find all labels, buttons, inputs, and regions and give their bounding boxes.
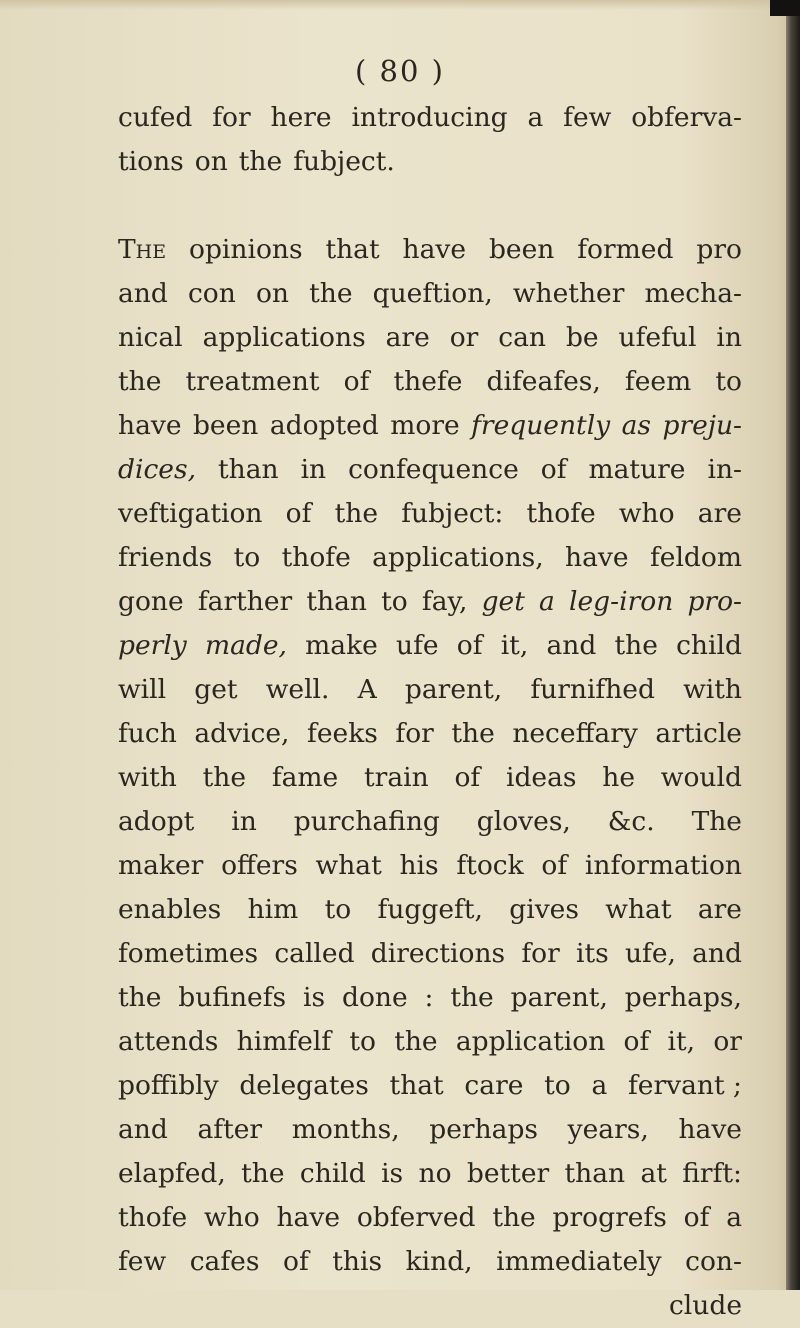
word: to	[381, 586, 408, 617]
word: in	[300, 454, 327, 485]
word: ftock	[456, 850, 524, 881]
text-line	[118, 536, 742, 580]
word: dices,	[118, 454, 196, 485]
text-line	[118, 888, 742, 932]
word: article	[655, 718, 742, 749]
word: for	[395, 718, 434, 749]
word: get	[481, 586, 525, 617]
word: delegates	[239, 1070, 369, 1101]
word: be	[565, 322, 599, 353]
word: are	[385, 322, 430, 353]
word: thofe	[281, 542, 351, 573]
word: nical	[118, 322, 183, 353]
word: the	[450, 982, 494, 1013]
word: of	[623, 1026, 650, 1057]
word: of	[683, 1202, 710, 1233]
word: for	[212, 102, 251, 133]
word: the	[334, 498, 379, 529]
word: is	[381, 1158, 404, 1189]
word: been	[488, 234, 555, 265]
word: that	[325, 234, 380, 265]
word: thofe	[118, 1202, 188, 1233]
word: its	[576, 938, 609, 969]
text-line	[118, 624, 742, 668]
word: ufeful	[618, 322, 697, 353]
word: clude	[668, 1290, 742, 1321]
word: &c.	[607, 806, 655, 837]
word: or	[449, 322, 479, 353]
word: ideas	[505, 762, 577, 793]
text-line	[118, 932, 742, 976]
word: months,	[291, 1114, 400, 1145]
word: ufe,	[624, 938, 676, 969]
word: the	[202, 762, 247, 793]
word: the	[451, 718, 495, 749]
text-line	[118, 1284, 742, 1328]
text-line	[118, 228, 742, 272]
word: years,	[567, 1114, 649, 1145]
word: on	[255, 278, 289, 309]
word: that	[389, 1070, 444, 1101]
word: are	[697, 894, 742, 925]
word: of	[285, 498, 312, 529]
page-number: ( 80 )	[355, 54, 445, 88]
word: queftion,	[372, 278, 493, 309]
word: poffibly	[118, 1070, 219, 1101]
word: :	[424, 982, 434, 1013]
word: progrefs	[552, 1202, 667, 1233]
word: firft:	[682, 1158, 742, 1189]
word: con-	[685, 1246, 742, 1277]
word: than	[306, 586, 367, 617]
word: here	[270, 102, 332, 133]
word: gone	[118, 586, 184, 617]
word: no	[418, 1158, 452, 1189]
word: applications	[202, 322, 366, 353]
paragraph-gap	[118, 184, 742, 228]
word: of	[454, 762, 481, 793]
word: parent,	[510, 982, 608, 1013]
word: the	[394, 1026, 438, 1057]
word: feem	[624, 366, 692, 397]
word: The	[691, 806, 742, 837]
word: the	[309, 278, 353, 309]
word: himfelf	[236, 1026, 332, 1057]
word: child	[676, 630, 742, 661]
word: enables	[118, 894, 222, 925]
word: elapfed,	[118, 1158, 226, 1189]
word: in-	[707, 454, 742, 485]
word: bufinefs	[178, 982, 287, 1013]
word: neceffary	[512, 718, 638, 749]
word: the	[118, 982, 162, 1013]
word: adopt	[118, 806, 195, 837]
word: gloves,	[476, 806, 571, 837]
word: adopted	[269, 410, 379, 441]
word: him	[247, 894, 299, 925]
word: pro-	[687, 586, 742, 617]
word: or	[713, 1026, 742, 1057]
word: this	[332, 1246, 383, 1277]
word: to	[349, 1026, 376, 1057]
word: formed	[577, 234, 674, 265]
word: is	[303, 982, 326, 1013]
word: on	[194, 146, 228, 177]
word: application	[455, 1026, 606, 1057]
word: would	[660, 762, 742, 793]
word: it,	[500, 630, 529, 661]
word: of	[540, 454, 567, 485]
word: of	[282, 1246, 309, 1277]
word: applications,	[372, 542, 544, 573]
text-line	[118, 1064, 742, 1108]
word: whether	[512, 278, 625, 309]
word: what	[605, 894, 672, 925]
text-line	[118, 976, 742, 1020]
word: feeks	[307, 718, 378, 749]
word: and	[692, 938, 742, 969]
word: well.	[265, 674, 330, 705]
word: have	[118, 410, 182, 441]
word: care	[464, 1070, 524, 1101]
word: perly	[118, 630, 187, 661]
word: his	[399, 850, 439, 881]
word: purchafing	[293, 806, 440, 837]
text-line	[118, 360, 742, 404]
word: cafes	[189, 1246, 260, 1277]
word: can	[498, 322, 546, 353]
word: fervant ;	[627, 1070, 742, 1101]
word: done	[341, 982, 408, 1013]
word: who	[618, 498, 675, 529]
text-line	[118, 140, 742, 184]
word: confequence	[348, 454, 519, 485]
word: in	[716, 322, 742, 353]
text-line	[118, 1020, 742, 1064]
word: the	[241, 1158, 285, 1189]
word: con	[187, 278, 236, 309]
word: pro	[696, 234, 742, 265]
word: opinions	[189, 234, 303, 265]
word: leg-iron	[569, 586, 674, 617]
word: in	[231, 806, 257, 837]
word: get	[194, 674, 238, 705]
word: tions	[118, 146, 184, 177]
word: are	[697, 498, 742, 529]
word: been	[192, 410, 259, 441]
word: have	[402, 234, 467, 265]
word: with	[683, 674, 742, 705]
word: have	[678, 1114, 742, 1145]
word: feldom	[649, 542, 742, 573]
text-line	[118, 800, 742, 844]
word: cufed	[118, 102, 193, 133]
word: mecha-	[644, 278, 742, 309]
word: the	[492, 1202, 536, 1233]
word: to	[544, 1070, 571, 1101]
word: few	[563, 102, 612, 133]
text-line	[118, 844, 742, 888]
word: to	[324, 894, 352, 925]
text-line	[118, 492, 742, 536]
word: fay,	[421, 586, 468, 617]
word: perhaps	[429, 1114, 539, 1145]
word: fuggeft,	[377, 894, 483, 925]
word: than	[564, 1158, 626, 1189]
word: introducing	[351, 102, 508, 133]
word: perhaps,	[624, 982, 742, 1013]
text-line	[118, 448, 742, 492]
word: obferva-	[631, 102, 742, 133]
word: a	[591, 1070, 608, 1101]
word: than	[217, 454, 279, 485]
word: thofe	[526, 498, 596, 529]
word: difeafes,	[486, 366, 601, 397]
word: a	[527, 102, 544, 133]
word: of	[456, 630, 483, 661]
word: have	[276, 1202, 341, 1233]
text-line	[118, 580, 742, 624]
word: frequently	[471, 410, 611, 441]
word: attends	[118, 1026, 219, 1057]
word: more	[390, 410, 460, 441]
word: preju-	[662, 410, 742, 441]
word: and	[546, 630, 597, 661]
word: with	[118, 762, 177, 793]
word: friends	[118, 542, 213, 573]
text-line	[118, 96, 742, 140]
word: fometimes	[118, 938, 259, 969]
word: the	[118, 366, 162, 397]
word: of	[541, 850, 568, 881]
word: fame	[271, 762, 339, 793]
word: child	[299, 1158, 366, 1189]
word: for	[521, 938, 560, 969]
page-corner-shadow	[770, 0, 800, 16]
word: gives	[509, 894, 579, 925]
word: immediately	[496, 1246, 662, 1277]
word: fubject.	[293, 146, 395, 177]
word: have	[565, 542, 629, 573]
word: veftigation	[118, 498, 263, 529]
word: at	[640, 1158, 667, 1189]
word: he	[602, 762, 636, 793]
word: called	[274, 938, 355, 969]
word: a	[539, 586, 555, 617]
text-line	[118, 1240, 742, 1284]
word: of	[343, 366, 370, 397]
text-line	[118, 1152, 742, 1196]
word: kind,	[405, 1246, 473, 1277]
word: A	[357, 674, 377, 705]
text-line	[118, 1108, 742, 1152]
text-line	[118, 712, 742, 756]
word: it,	[667, 1026, 696, 1057]
page-top-edge	[0, 0, 800, 10]
word: will	[118, 674, 167, 705]
word: after	[197, 1114, 263, 1145]
word: better	[466, 1158, 550, 1189]
word: offers	[221, 850, 298, 881]
word: to	[715, 366, 742, 397]
word: and	[118, 1114, 168, 1145]
word: few	[118, 1246, 167, 1277]
word: train	[364, 762, 429, 793]
word: to	[233, 542, 261, 573]
word: and	[118, 278, 168, 309]
text-line	[118, 756, 742, 800]
word: The	[118, 234, 167, 265]
text-line	[118, 272, 742, 316]
word: the	[614, 630, 658, 661]
word: as	[621, 410, 651, 441]
word: make	[305, 630, 378, 661]
word: thefe	[393, 366, 463, 397]
word: farther	[197, 586, 293, 617]
word: information	[584, 850, 742, 881]
word: furnifhed	[530, 674, 655, 705]
word: who	[203, 1202, 260, 1233]
word: ufe	[396, 630, 439, 661]
text-line	[118, 404, 742, 448]
word: treatment	[185, 366, 320, 397]
word: fubject:	[401, 498, 504, 529]
word: advice,	[194, 718, 290, 749]
text-line	[118, 316, 742, 360]
word: mature	[588, 454, 686, 485]
word: maker	[118, 850, 204, 881]
word: what	[315, 850, 382, 881]
word: parent,	[404, 674, 503, 705]
word: a	[726, 1202, 742, 1233]
text-line	[118, 1196, 742, 1240]
word: made,	[204, 630, 287, 661]
word: directions	[370, 938, 506, 969]
text-line	[118, 668, 742, 712]
word: obferved	[356, 1202, 476, 1233]
word: fuch	[118, 718, 177, 749]
book-binding-edge	[786, 0, 800, 1290]
word: the	[238, 146, 283, 177]
body-text	[118, 96, 742, 1328]
